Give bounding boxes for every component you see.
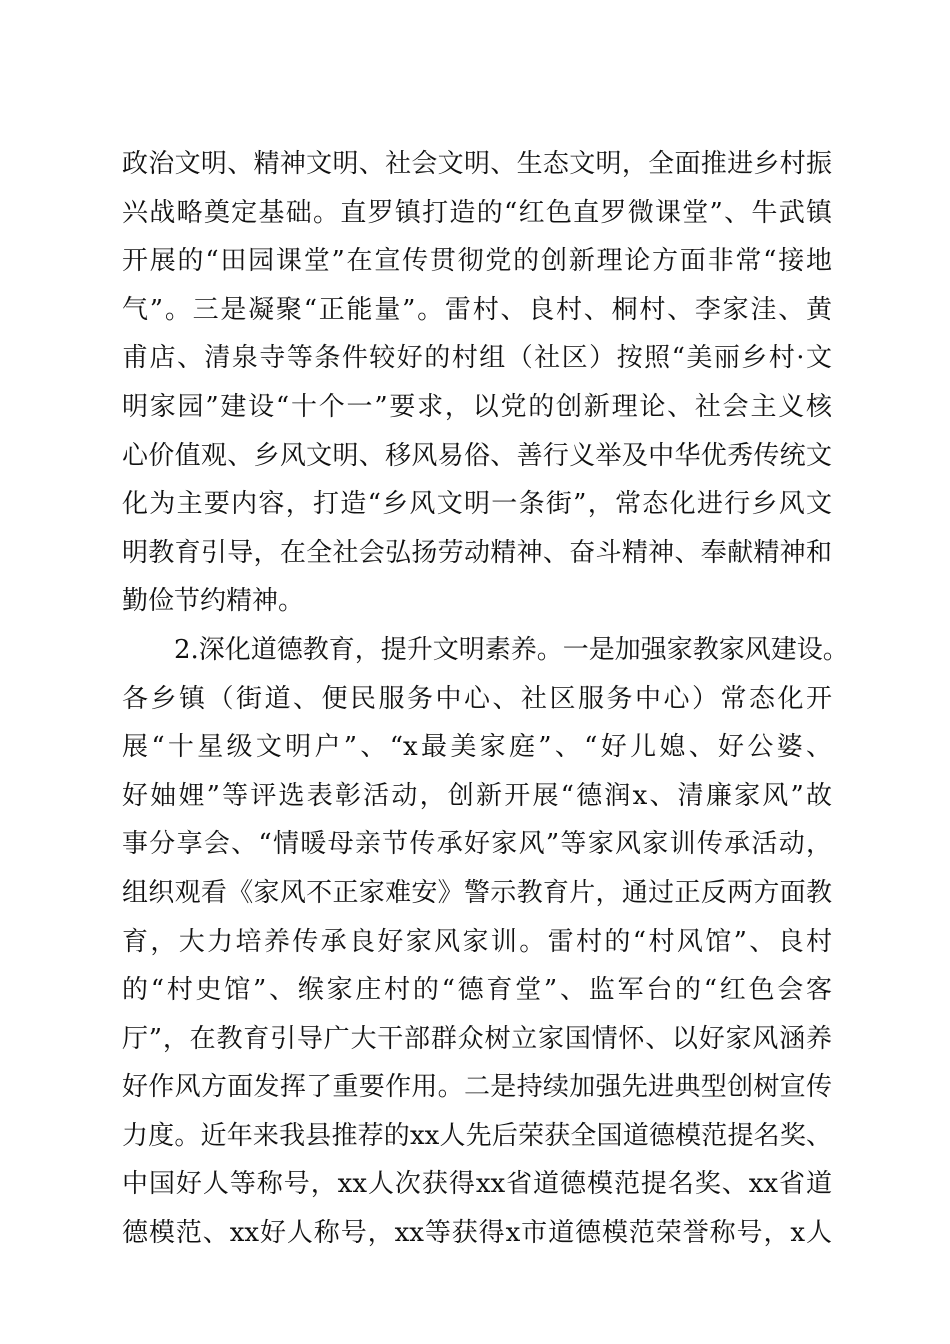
text-line: 各乡镇（街道、便民服务中心、社区服务中心）常态化开 [122,683,832,714]
body-text [122,140,849,1258]
text-line: 育，大力培养传承良好家风家训。雷村的“村风馆”、良村 [122,926,832,957]
text-line: 德模范、xx好人称号，xx等获得x市道德模范荣誉称号，x人 [122,1218,832,1249]
text-line: 展“十星级文明户”、“x最美家庭”、“好儿媳、好公婆、 [122,732,832,763]
text-line: 好妯娌”等评选表彰活动，创新开展“德润x、清廉家风”故 [122,780,832,811]
text-line: 事分享会、“情暖母亲节传承好家风”等家风家训传承活动， [122,829,832,860]
paragraph-heading-line: 2.深化道德教育，提升文明素养。一是加强家教家风建设。 [174,634,849,665]
text-line: 明家园”建设“十个一”要求，以党的创新理论、社会主义核 [122,391,832,422]
paragraph-1 [122,140,832,626]
text-line: 心价值观、乡风文明、移风易俗、善行义举及中华优秀传统文 [122,440,832,471]
text-line: 气”。三是凝聚“正能量”。雷村、良村、桐村、李家洼、黄 [122,294,832,325]
text-line: 化为主要内容，打造“乡风文明一条街”，常态化进行乡风文 [122,489,832,520]
text-line: 政治文明、精神文明、社会文明、生态文明，全面推进乡村振 [122,149,832,179]
text-line: 中国好人等称号，xx人次获得xx省道德模范提名奖、xx省道 [122,1169,832,1200]
text-line: 勤俭节约精神。 [122,586,305,617]
text-line: 组织观看《家风不正家难安》警示教育片，通过正反两方面教 [122,877,832,908]
paragraph-2 [122,626,849,1258]
text-line: 好作风方面发挥了重要作用。二是持续加强先进典型创树宣传 [122,1072,832,1103]
text-line: 开展的“田园课堂”在宣传贯彻党的创新理论方面非常“接地 [122,246,832,277]
text-line: 的“村史馆”、缑家庄村的“德育堂”、监军台的“红色会客 [122,975,832,1006]
text-line: 明教育引导，在全社会弘扬劳动精神、奋斗精神、奉献精神和 [122,537,832,568]
text-line: 兴战略奠定基础。直罗镇打造的“红色直罗微课堂”、牛武镇 [122,197,832,228]
text-line: 甫店、清泉寺等条件较好的村组（社区）按照“美丽乡村·文 [122,343,832,374]
text-line: 力度。近年来我县推荐的xx人先后荣获全国道德模范提名奖、 [122,1120,832,1151]
text-line: 厅”，在教育引导广大干部群众树立家国情怀、以好家风涵养 [122,1023,832,1054]
